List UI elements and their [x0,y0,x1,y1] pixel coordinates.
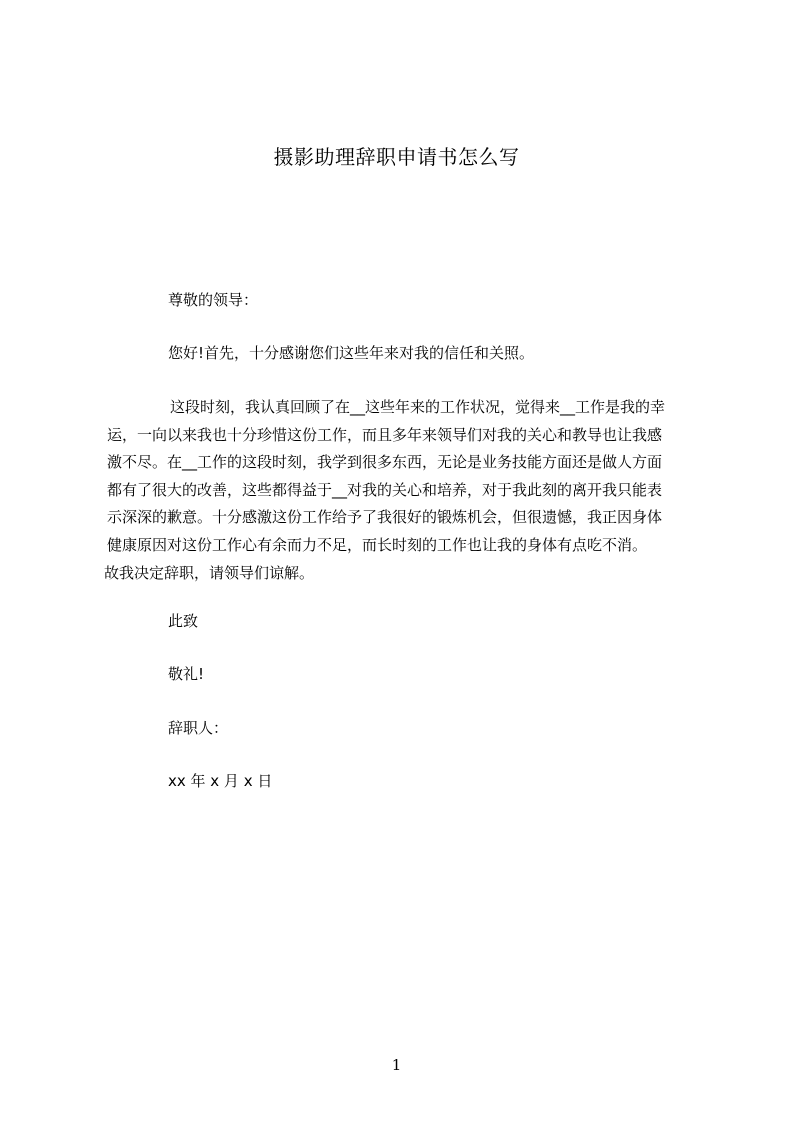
body-line: 都有了很大的改善，这些都得益于__对我的关心和培养，对于我此刻的离开我只能表 [107,480,663,499]
greeting: 您好!首先，十分感谢您们这些年来对我的信任和关照。 [168,344,535,362]
signature-label: 辞职人： [168,719,229,737]
body-line-last: 故我决定辞职，请领导们谅解。 [104,563,315,582]
page-number: 1 [391,1056,402,1074]
body-line: 运，一向以来我也十分珍惜这份工作，而且多年来领导们对我的关心和教导也让我感 [107,425,663,444]
body-paragraph [104,397,700,590]
closing-line-2: 敬礼! [168,665,205,683]
body-line: 示深深的歉意。十分感激这份工作给予了我很好的锻炼机会，但很遗憾，我正因身体 [107,508,663,527]
body-line: 激不尽。在__工作的这段时刻，我学到很多东西，无论是业务技能方面还是做人方面 [107,453,663,472]
document-title: 摄影助理辞职申请书怎么写 [273,145,520,169]
closing-line-1: 此致 [168,612,199,630]
body-line: 健康原因对这份工作心有余而力不足，而长时刻的工作也让我的身体有点吃不消。 [107,535,648,554]
salutation: 尊敬的领导： [168,291,259,309]
date-line: xx 年 x 月 x 日 [168,772,273,790]
body-line: 这段时刻，我认真回顾了在__这些年来的工作状况，觉得来__工作是我的幸 [170,398,666,416]
